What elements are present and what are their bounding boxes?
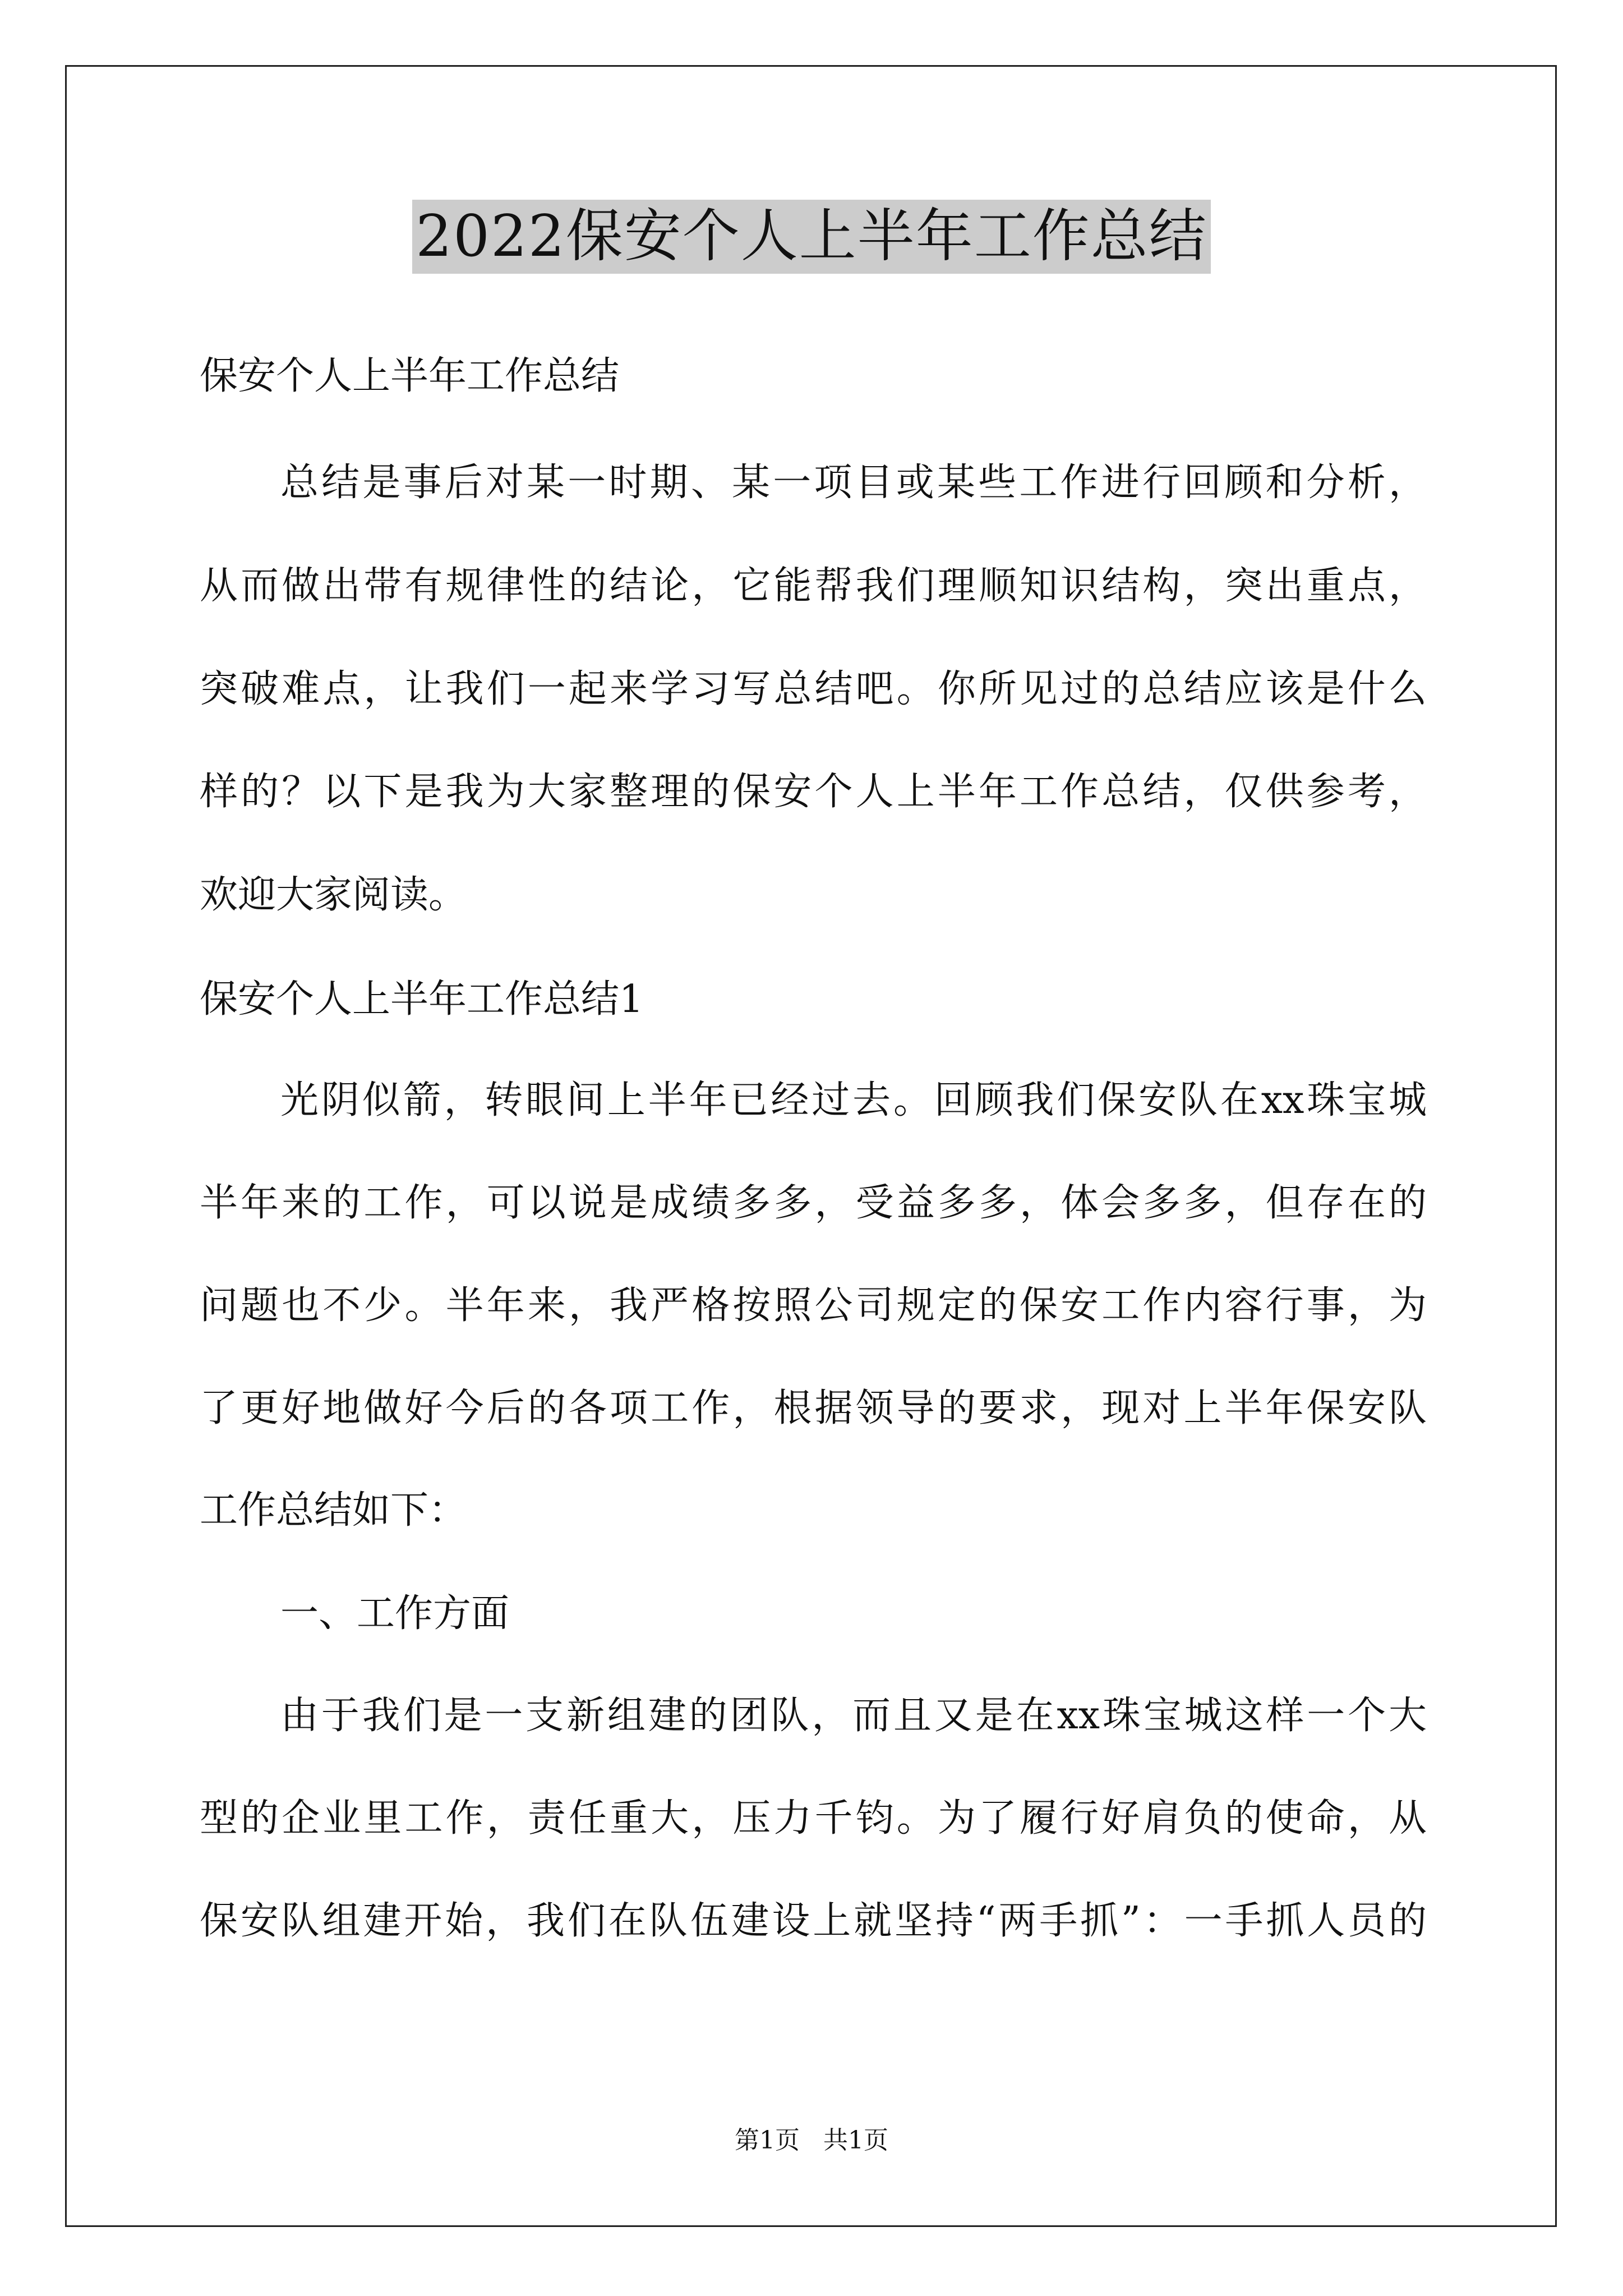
- paragraph-line: 半年来的工作，可以说是成绩多多，受益多多，体会多多，但存在的: [200, 1181, 1427, 1225]
- paragraph-line: 光阴似箭，转眼间上半年已经过去。回顾我们保安队在xx珠宝城: [280, 1078, 1427, 1122]
- paragraph-line: 突破难点，让我们一起来学习写总结吧。你所见过的总结应该是什么: [200, 667, 1427, 711]
- paragraph-line: 型的企业里工作，责任重大，压力千钧。为了履行好肩负的使命，从: [200, 1796, 1427, 1841]
- paragraph-line: 了更好地做好今后的各项工作，根据领导的要求，现对上半年保安队: [200, 1386, 1427, 1430]
- subtitle-line: 保安个人上半年工作总结: [200, 354, 620, 398]
- paragraph-line: 样的？以下是我为大家整理的保安个人上半年工作总结，仅供参考，: [200, 770, 1427, 814]
- paragraph-line: 由于我们是一支新组建的团队，而且又是在xx珠宝城这样一个大: [280, 1694, 1427, 1738]
- title-block: [0, 200, 1623, 274]
- section-heading: 保安个人上半年工作总结1: [200, 977, 644, 1022]
- subheading: 一、工作方面: [280, 1591, 510, 1636]
- document-title: 2022保安个人上半年工作总结: [412, 200, 1211, 274]
- paragraph-line: 从而做出带有规律性的结论，它能帮我们理顺知识结构，突出重点，: [200, 564, 1427, 608]
- paragraph-line: 工作总结如下：: [200, 1488, 467, 1533]
- page-footer: [0, 2125, 1623, 2156]
- page-number: 第1页: [735, 2126, 800, 2155]
- paragraph-line: 问题也不少。半年来，我严格按照公司规定的保安工作内容行事，为: [200, 1283, 1427, 1328]
- page-total: 共1页: [823, 2126, 888, 2155]
- paragraph-line: 欢迎大家阅读。: [200, 873, 467, 917]
- paragraph-line: 保安队组建开始，我们在队伍建设上就坚持“两手抓”：一手抓人员的: [200, 1899, 1427, 1943]
- paragraph-line: 总结是事后对某一时期、某一项目或某些工作进行回顾和分析，: [280, 461, 1427, 505]
